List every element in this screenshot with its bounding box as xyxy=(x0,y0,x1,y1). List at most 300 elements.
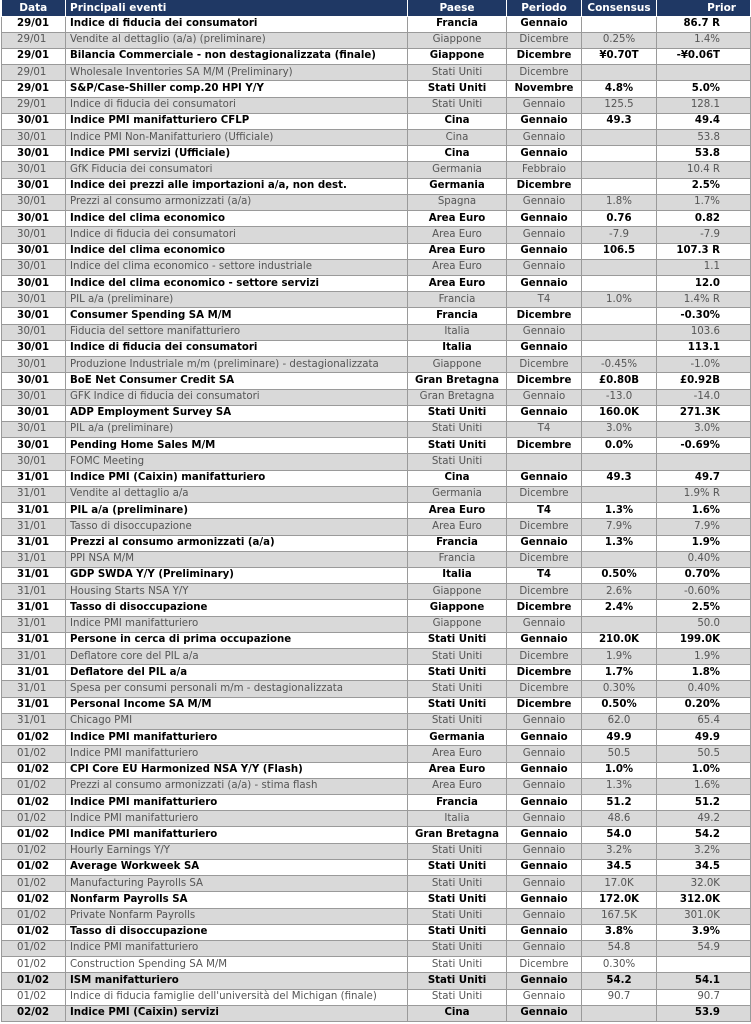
prior-cell: 54.9 xyxy=(657,940,751,956)
date-cell: 31/01 xyxy=(2,649,66,665)
period-cell: Gennaio xyxy=(507,211,582,227)
consensus-cell xyxy=(582,16,657,32)
table-row xyxy=(2,276,751,292)
consensus-cell xyxy=(582,454,657,470)
date-cell: 30/01 xyxy=(2,308,66,324)
prior-cell: 271.3K xyxy=(657,405,751,421)
consensus-cell: 3.8% xyxy=(582,924,657,940)
prior-cell: 86.7 R xyxy=(657,16,751,32)
date-cell: 30/01 xyxy=(2,146,66,162)
date-cell: 31/01 xyxy=(2,681,66,697)
country-cell: Francia xyxy=(408,292,507,308)
table-row xyxy=(2,324,751,340)
consensus-cell: 1.0% xyxy=(582,292,657,308)
prior-cell: 49.7 xyxy=(657,470,751,486)
table-row xyxy=(2,649,751,665)
date-cell: 30/01 xyxy=(2,324,66,340)
country-cell: Italia xyxy=(408,567,507,583)
country-cell: Stati Uniti xyxy=(408,924,507,940)
event-cell: CPI Core EU Harmonized NSA Y/Y (Flash) xyxy=(66,762,408,778)
date-cell: 31/01 xyxy=(2,665,66,681)
consensus-cell: 51.2 xyxy=(582,795,657,811)
consensus-cell xyxy=(582,146,657,162)
country-cell: Area Euro xyxy=(408,778,507,794)
event-cell: Indice PMI manifatturiero xyxy=(66,730,408,746)
date-cell: 31/01 xyxy=(2,567,66,583)
consensus-cell: 34.5 xyxy=(582,859,657,875)
country-cell: Stati Uniti xyxy=(408,892,507,908)
prior-cell: 53.9 xyxy=(657,1005,751,1021)
date-cell: 31/01 xyxy=(2,584,66,600)
event-cell: Indice PMI servizi (Ufficiale) xyxy=(66,146,408,162)
country-cell: Gran Bretagna xyxy=(408,389,507,405)
prior-cell: 2.5% xyxy=(657,178,751,194)
prior-cell: 1.9% xyxy=(657,535,751,551)
consensus-cell: 4.8% xyxy=(582,81,657,97)
period-cell: Gennaio xyxy=(507,324,582,340)
period-cell: T4 xyxy=(507,503,582,519)
event-cell: Indice PMI (Caixin) manifatturiero xyxy=(66,470,408,486)
date-cell: 30/01 xyxy=(2,130,66,146)
country-cell: Cina xyxy=(408,1005,507,1021)
table-row xyxy=(2,146,751,162)
consensus-cell: 49.3 xyxy=(582,113,657,129)
table-row xyxy=(2,584,751,600)
country-cell: Stati Uniti xyxy=(408,405,507,421)
event-cell: Indice di fiducia dei consumatori xyxy=(66,16,408,32)
period-cell: Gennaio xyxy=(507,892,582,908)
date-cell: 30/01 xyxy=(2,259,66,275)
prior-cell: 1.6% xyxy=(657,503,751,519)
period-cell: Dicembre xyxy=(507,308,582,324)
date-cell: 01/02 xyxy=(2,746,66,762)
event-cell: Indice del clima economico xyxy=(66,243,408,259)
period-cell: Gennaio xyxy=(507,389,582,405)
consensus-cell: 1.9% xyxy=(582,649,657,665)
event-cell: Prezzi al consumo armonizzati (a/a) xyxy=(66,194,408,210)
consensus-cell: 125.5 xyxy=(582,97,657,113)
country-cell: Giappone xyxy=(408,32,507,48)
prior-cell: £0.92B xyxy=(657,373,751,389)
table-row xyxy=(2,827,751,843)
consensus-cell: 0.76 xyxy=(582,211,657,227)
period-cell: Dicembre xyxy=(507,486,582,502)
prior-cell xyxy=(657,65,751,81)
date-cell: 30/01 xyxy=(2,194,66,210)
event-cell: GFK Indice di fiducia dei consumatori xyxy=(66,389,408,405)
event-cell: Fiducia del settore manifatturiero xyxy=(66,324,408,340)
table-row xyxy=(2,989,751,1005)
prior-cell: 50.5 xyxy=(657,746,751,762)
prior-cell: 1.7% xyxy=(657,194,751,210)
period-cell: Febbraio xyxy=(507,162,582,178)
table-row xyxy=(2,843,751,859)
table-row xyxy=(2,389,751,405)
table-row xyxy=(2,81,751,97)
event-cell: Deflatore del PIL a/a xyxy=(66,665,408,681)
date-cell: 01/02 xyxy=(2,843,66,859)
period-cell: Dicembre xyxy=(507,665,582,681)
country-cell: Stati Uniti xyxy=(408,989,507,1005)
event-cell: Indice dei prezzi alle importazioni a/a, non dest. xyxy=(66,178,408,194)
consensus-cell: 62.0 xyxy=(582,713,657,729)
table-row xyxy=(2,357,751,373)
prior-cell: -14.0 xyxy=(657,389,751,405)
consensus-cell xyxy=(582,259,657,275)
period-cell: Dicembre xyxy=(507,178,582,194)
date-cell: 30/01 xyxy=(2,340,66,356)
period-cell: Gennaio xyxy=(507,778,582,794)
period-cell: Gennaio xyxy=(507,989,582,1005)
country-cell: Germania xyxy=(408,486,507,502)
prior-cell: 90.7 xyxy=(657,989,751,1005)
economic-calendar-table xyxy=(1,0,751,1022)
country-cell: Francia xyxy=(408,551,507,567)
table-row xyxy=(2,778,751,794)
consensus-cell: 1.8% xyxy=(582,194,657,210)
header-consensus: Consensus xyxy=(582,0,657,16)
consensus-cell: 0.50% xyxy=(582,697,657,713)
table-row xyxy=(2,162,751,178)
event-cell: Manufacturing Payrolls SA xyxy=(66,876,408,892)
event-cell: Indice di fiducia dei consumatori xyxy=(66,227,408,243)
date-cell: 01/02 xyxy=(2,957,66,973)
consensus-cell: 0.0% xyxy=(582,438,657,454)
consensus-cell: 0.30% xyxy=(582,957,657,973)
date-cell: 30/01 xyxy=(2,357,66,373)
event-cell: PIL a/a (preliminare) xyxy=(66,292,408,308)
date-cell: 31/01 xyxy=(2,470,66,486)
consensus-cell xyxy=(582,276,657,292)
table-row xyxy=(2,259,751,275)
event-cell: Housing Starts NSA Y/Y xyxy=(66,584,408,600)
period-cell: Gennaio xyxy=(507,130,582,146)
event-cell: Wholesale Inventories SA M/M (Preliminary) xyxy=(66,65,408,81)
table-row xyxy=(2,211,751,227)
period-cell: Gennaio xyxy=(507,470,582,486)
date-cell: 30/01 xyxy=(2,373,66,389)
table-row xyxy=(2,243,751,259)
event-cell: Indice del clima economico xyxy=(66,211,408,227)
table-row xyxy=(2,746,751,762)
table-row xyxy=(2,340,751,356)
period-cell: Gennaio xyxy=(507,876,582,892)
prior-cell: 1.6% xyxy=(657,778,751,794)
table-row xyxy=(2,519,751,535)
country-cell: Stati Uniti xyxy=(408,973,507,989)
prior-cell: 1.9% R xyxy=(657,486,751,502)
event-cell: Indice di fiducia famiglie dell'università del Michigan (finale) xyxy=(66,989,408,1005)
country-cell: Francia xyxy=(408,308,507,324)
table-row xyxy=(2,973,751,989)
period-cell: Gennaio xyxy=(507,713,582,729)
event-cell: Tasso di disoccupazione xyxy=(66,924,408,940)
date-cell: 31/01 xyxy=(2,486,66,502)
prior-cell: 34.5 xyxy=(657,859,751,875)
period-cell: Gennaio xyxy=(507,97,582,113)
period-cell: Gennaio xyxy=(507,940,582,956)
consensus-cell: 54.8 xyxy=(582,940,657,956)
event-cell: Indice del clima economico - settore industriale xyxy=(66,259,408,275)
period-cell: Dicembre xyxy=(507,957,582,973)
event-cell: Indice PMI manifatturiero xyxy=(66,616,408,632)
consensus-cell: 17.0K xyxy=(582,876,657,892)
date-cell: 29/01 xyxy=(2,97,66,113)
date-cell: 30/01 xyxy=(2,113,66,129)
consensus-cell: 3.2% xyxy=(582,843,657,859)
event-cell: Prezzi al consumo armonizzati (a/a) - stima flash xyxy=(66,778,408,794)
consensus-cell: -0.45% xyxy=(582,357,657,373)
prior-cell: 1.8% xyxy=(657,665,751,681)
prior-cell: 50.0 xyxy=(657,616,751,632)
table-row xyxy=(2,697,751,713)
country-cell: Francia xyxy=(408,535,507,551)
prior-cell: 1.4% xyxy=(657,32,751,48)
period-cell: Gennaio xyxy=(507,405,582,421)
period-cell: Gennaio xyxy=(507,194,582,210)
consensus-cell xyxy=(582,130,657,146)
period-cell: Dicembre xyxy=(507,519,582,535)
country-cell: Cina xyxy=(408,130,507,146)
date-cell: 01/02 xyxy=(2,778,66,794)
consensus-cell: 2.4% xyxy=(582,600,657,616)
table-row xyxy=(2,438,751,454)
country-cell: Francia xyxy=(408,795,507,811)
date-cell: 31/01 xyxy=(2,616,66,632)
country-cell: Area Euro xyxy=(408,746,507,762)
country-cell: Area Euro xyxy=(408,276,507,292)
prior-cell: 3.2% xyxy=(657,843,751,859)
consensus-cell xyxy=(582,340,657,356)
consensus-cell: 7.9% xyxy=(582,519,657,535)
prior-cell: 0.40% xyxy=(657,681,751,697)
period-cell: Novembre xyxy=(507,81,582,97)
table-row xyxy=(2,1005,751,1021)
country-cell: Spagna xyxy=(408,194,507,210)
table-row xyxy=(2,113,751,129)
country-cell: Stati Uniti xyxy=(408,454,507,470)
date-cell: 31/01 xyxy=(2,535,66,551)
country-cell: Stati Uniti xyxy=(408,81,507,97)
consensus-cell: £0.80B xyxy=(582,373,657,389)
period-cell: Dicembre xyxy=(507,600,582,616)
period-cell: Gennaio xyxy=(507,616,582,632)
country-cell: Gran Bretagna xyxy=(408,827,507,843)
date-cell: 01/02 xyxy=(2,811,66,827)
period-cell: Gennaio xyxy=(507,762,582,778)
header-event: Principali eventi xyxy=(66,0,408,16)
date-cell: 29/01 xyxy=(2,32,66,48)
country-cell: Stati Uniti xyxy=(408,649,507,665)
country-cell: Stati Uniti xyxy=(408,421,507,437)
country-cell: Italia xyxy=(408,340,507,356)
country-cell: Area Euro xyxy=(408,259,507,275)
event-cell: Prezzi al consumo armonizzati (a/a) xyxy=(66,535,408,551)
period-cell: Dicembre xyxy=(507,48,582,64)
period-cell: Gennaio xyxy=(507,843,582,859)
prior-cell: 1.4% R xyxy=(657,292,751,308)
table-row xyxy=(2,940,751,956)
prior-cell: -0.60% xyxy=(657,584,751,600)
prior-cell: 113.1 xyxy=(657,340,751,356)
prior-cell: 128.1 xyxy=(657,97,751,113)
event-cell: Tasso di disoccupazione xyxy=(66,519,408,535)
consensus-cell xyxy=(582,178,657,194)
consensus-cell: 1.7% xyxy=(582,665,657,681)
country-cell: Stati Uniti xyxy=(408,97,507,113)
table-header xyxy=(2,0,751,16)
prior-cell: 2.5% xyxy=(657,600,751,616)
consensus-cell: 0.30% xyxy=(582,681,657,697)
prior-cell: -0.69% xyxy=(657,438,751,454)
country-cell: Germania xyxy=(408,178,507,194)
consensus-cell: 1.3% xyxy=(582,535,657,551)
period-cell: Gennaio xyxy=(507,973,582,989)
consensus-cell xyxy=(582,551,657,567)
event-cell: BoE Net Consumer Credit SA xyxy=(66,373,408,389)
consensus-cell xyxy=(582,1005,657,1021)
event-cell: Private Nonfarm Payrolls xyxy=(66,908,408,924)
country-cell: Stati Uniti xyxy=(408,940,507,956)
country-cell: Stati Uniti xyxy=(408,908,507,924)
country-cell: Stati Uniti xyxy=(408,697,507,713)
country-cell: Area Euro xyxy=(408,243,507,259)
period-cell: Gennaio xyxy=(507,340,582,356)
date-cell: 31/01 xyxy=(2,632,66,648)
date-cell: 30/01 xyxy=(2,389,66,405)
consensus-cell: 2.6% xyxy=(582,584,657,600)
consensus-cell: 1.0% xyxy=(582,762,657,778)
prior-cell: 1.9% xyxy=(657,649,751,665)
period-cell: T4 xyxy=(507,567,582,583)
table-row xyxy=(2,48,751,64)
prior-cell: -0.30% xyxy=(657,308,751,324)
period-cell: Gennaio xyxy=(507,859,582,875)
table-row xyxy=(2,876,751,892)
date-cell: 01/02 xyxy=(2,989,66,1005)
table-row xyxy=(2,859,751,875)
table-row xyxy=(2,32,751,48)
period-cell: Gennaio xyxy=(507,146,582,162)
event-cell: Indice del clima economico - settore servizi xyxy=(66,276,408,292)
table-row xyxy=(2,600,751,616)
prior-cell xyxy=(657,454,751,470)
consensus-cell: 49.9 xyxy=(582,730,657,746)
prior-cell: 0.20% xyxy=(657,697,751,713)
consensus-cell: 49.3 xyxy=(582,470,657,486)
prior-cell: -7.9 xyxy=(657,227,751,243)
event-cell: PIL a/a (preliminare) xyxy=(66,421,408,437)
event-cell: Produzione Industriale m/m (preliminare) - destagionalizzata xyxy=(66,357,408,373)
header-country: Paese xyxy=(408,0,507,16)
date-cell: 30/01 xyxy=(2,243,66,259)
prior-cell: -1.0% xyxy=(657,357,751,373)
period-cell: Gennaio xyxy=(507,795,582,811)
table-row xyxy=(2,957,751,973)
country-cell: Area Euro xyxy=(408,762,507,778)
date-cell: 31/01 xyxy=(2,600,66,616)
date-cell: 31/01 xyxy=(2,519,66,535)
event-cell: ISM manifatturiero xyxy=(66,973,408,989)
table-row xyxy=(2,470,751,486)
country-cell: Giappone xyxy=(408,600,507,616)
country-cell: Area Euro xyxy=(408,503,507,519)
consensus-cell: 172.0K xyxy=(582,892,657,908)
table-row xyxy=(2,454,751,470)
period-cell: Dicembre xyxy=(507,357,582,373)
date-cell: 29/01 xyxy=(2,48,66,64)
date-cell: 01/02 xyxy=(2,827,66,843)
prior-cell: 3.0% xyxy=(657,421,751,437)
date-cell: 30/01 xyxy=(2,405,66,421)
consensus-cell: ¥0.70T xyxy=(582,48,657,64)
table-row xyxy=(2,567,751,583)
table-row xyxy=(2,908,751,924)
event-cell: Pending Home Sales M/M xyxy=(66,438,408,454)
consensus-cell xyxy=(582,486,657,502)
consensus-cell: 50.5 xyxy=(582,746,657,762)
period-cell: Gennaio xyxy=(507,16,582,32)
country-cell: Stati Uniti xyxy=(408,876,507,892)
event-cell: Hourly Earnings Y/Y xyxy=(66,843,408,859)
date-cell: 31/01 xyxy=(2,697,66,713)
date-cell: 01/02 xyxy=(2,876,66,892)
period-cell: Gennaio xyxy=(507,827,582,843)
country-cell: Giappone xyxy=(408,48,507,64)
consensus-cell: 90.7 xyxy=(582,989,657,1005)
consensus-cell: -7.9 xyxy=(582,227,657,243)
country-cell: Germania xyxy=(408,730,507,746)
period-cell xyxy=(507,454,582,470)
date-cell: 31/01 xyxy=(2,503,66,519)
event-cell: Persone in cerca di prima occupazione xyxy=(66,632,408,648)
event-cell: Indice PMI manifatturiero xyxy=(66,795,408,811)
table-row xyxy=(2,16,751,32)
consensus-cell: 160.0K xyxy=(582,405,657,421)
country-cell: Stati Uniti xyxy=(408,957,507,973)
event-cell: Indice PMI manifatturiero CFLP xyxy=(66,113,408,129)
date-cell: 29/01 xyxy=(2,16,66,32)
prior-cell: 10.4 R xyxy=(657,162,751,178)
prior-cell: 199.0K xyxy=(657,632,751,648)
prior-cell: 53.8 xyxy=(657,146,751,162)
country-cell: Gran Bretagna xyxy=(408,373,507,389)
date-cell: 30/01 xyxy=(2,438,66,454)
period-cell: Dicembre xyxy=(507,32,582,48)
header-period: Periodo xyxy=(507,0,582,16)
country-cell: Stati Uniti xyxy=(408,681,507,697)
period-cell: Dicembre xyxy=(507,373,582,389)
date-cell: 01/02 xyxy=(2,924,66,940)
country-cell: Area Euro xyxy=(408,227,507,243)
period-cell: T4 xyxy=(507,292,582,308)
table-row xyxy=(2,227,751,243)
table-row xyxy=(2,373,751,389)
prior-cell: 54.1 xyxy=(657,973,751,989)
period-cell: Gennaio xyxy=(507,259,582,275)
period-cell: Dicembre xyxy=(507,584,582,600)
date-cell: 30/01 xyxy=(2,454,66,470)
table-row xyxy=(2,130,751,146)
event-cell: Indice PMI manifatturiero xyxy=(66,746,408,762)
table-row xyxy=(2,892,751,908)
prior-cell: 12.0 xyxy=(657,276,751,292)
prior-cell: 3.9% xyxy=(657,924,751,940)
prior-cell: 0.70% xyxy=(657,567,751,583)
prior-cell: 1.1 xyxy=(657,259,751,275)
date-cell: 31/01 xyxy=(2,713,66,729)
event-cell: Deflatore core del PIL a/a xyxy=(66,649,408,665)
